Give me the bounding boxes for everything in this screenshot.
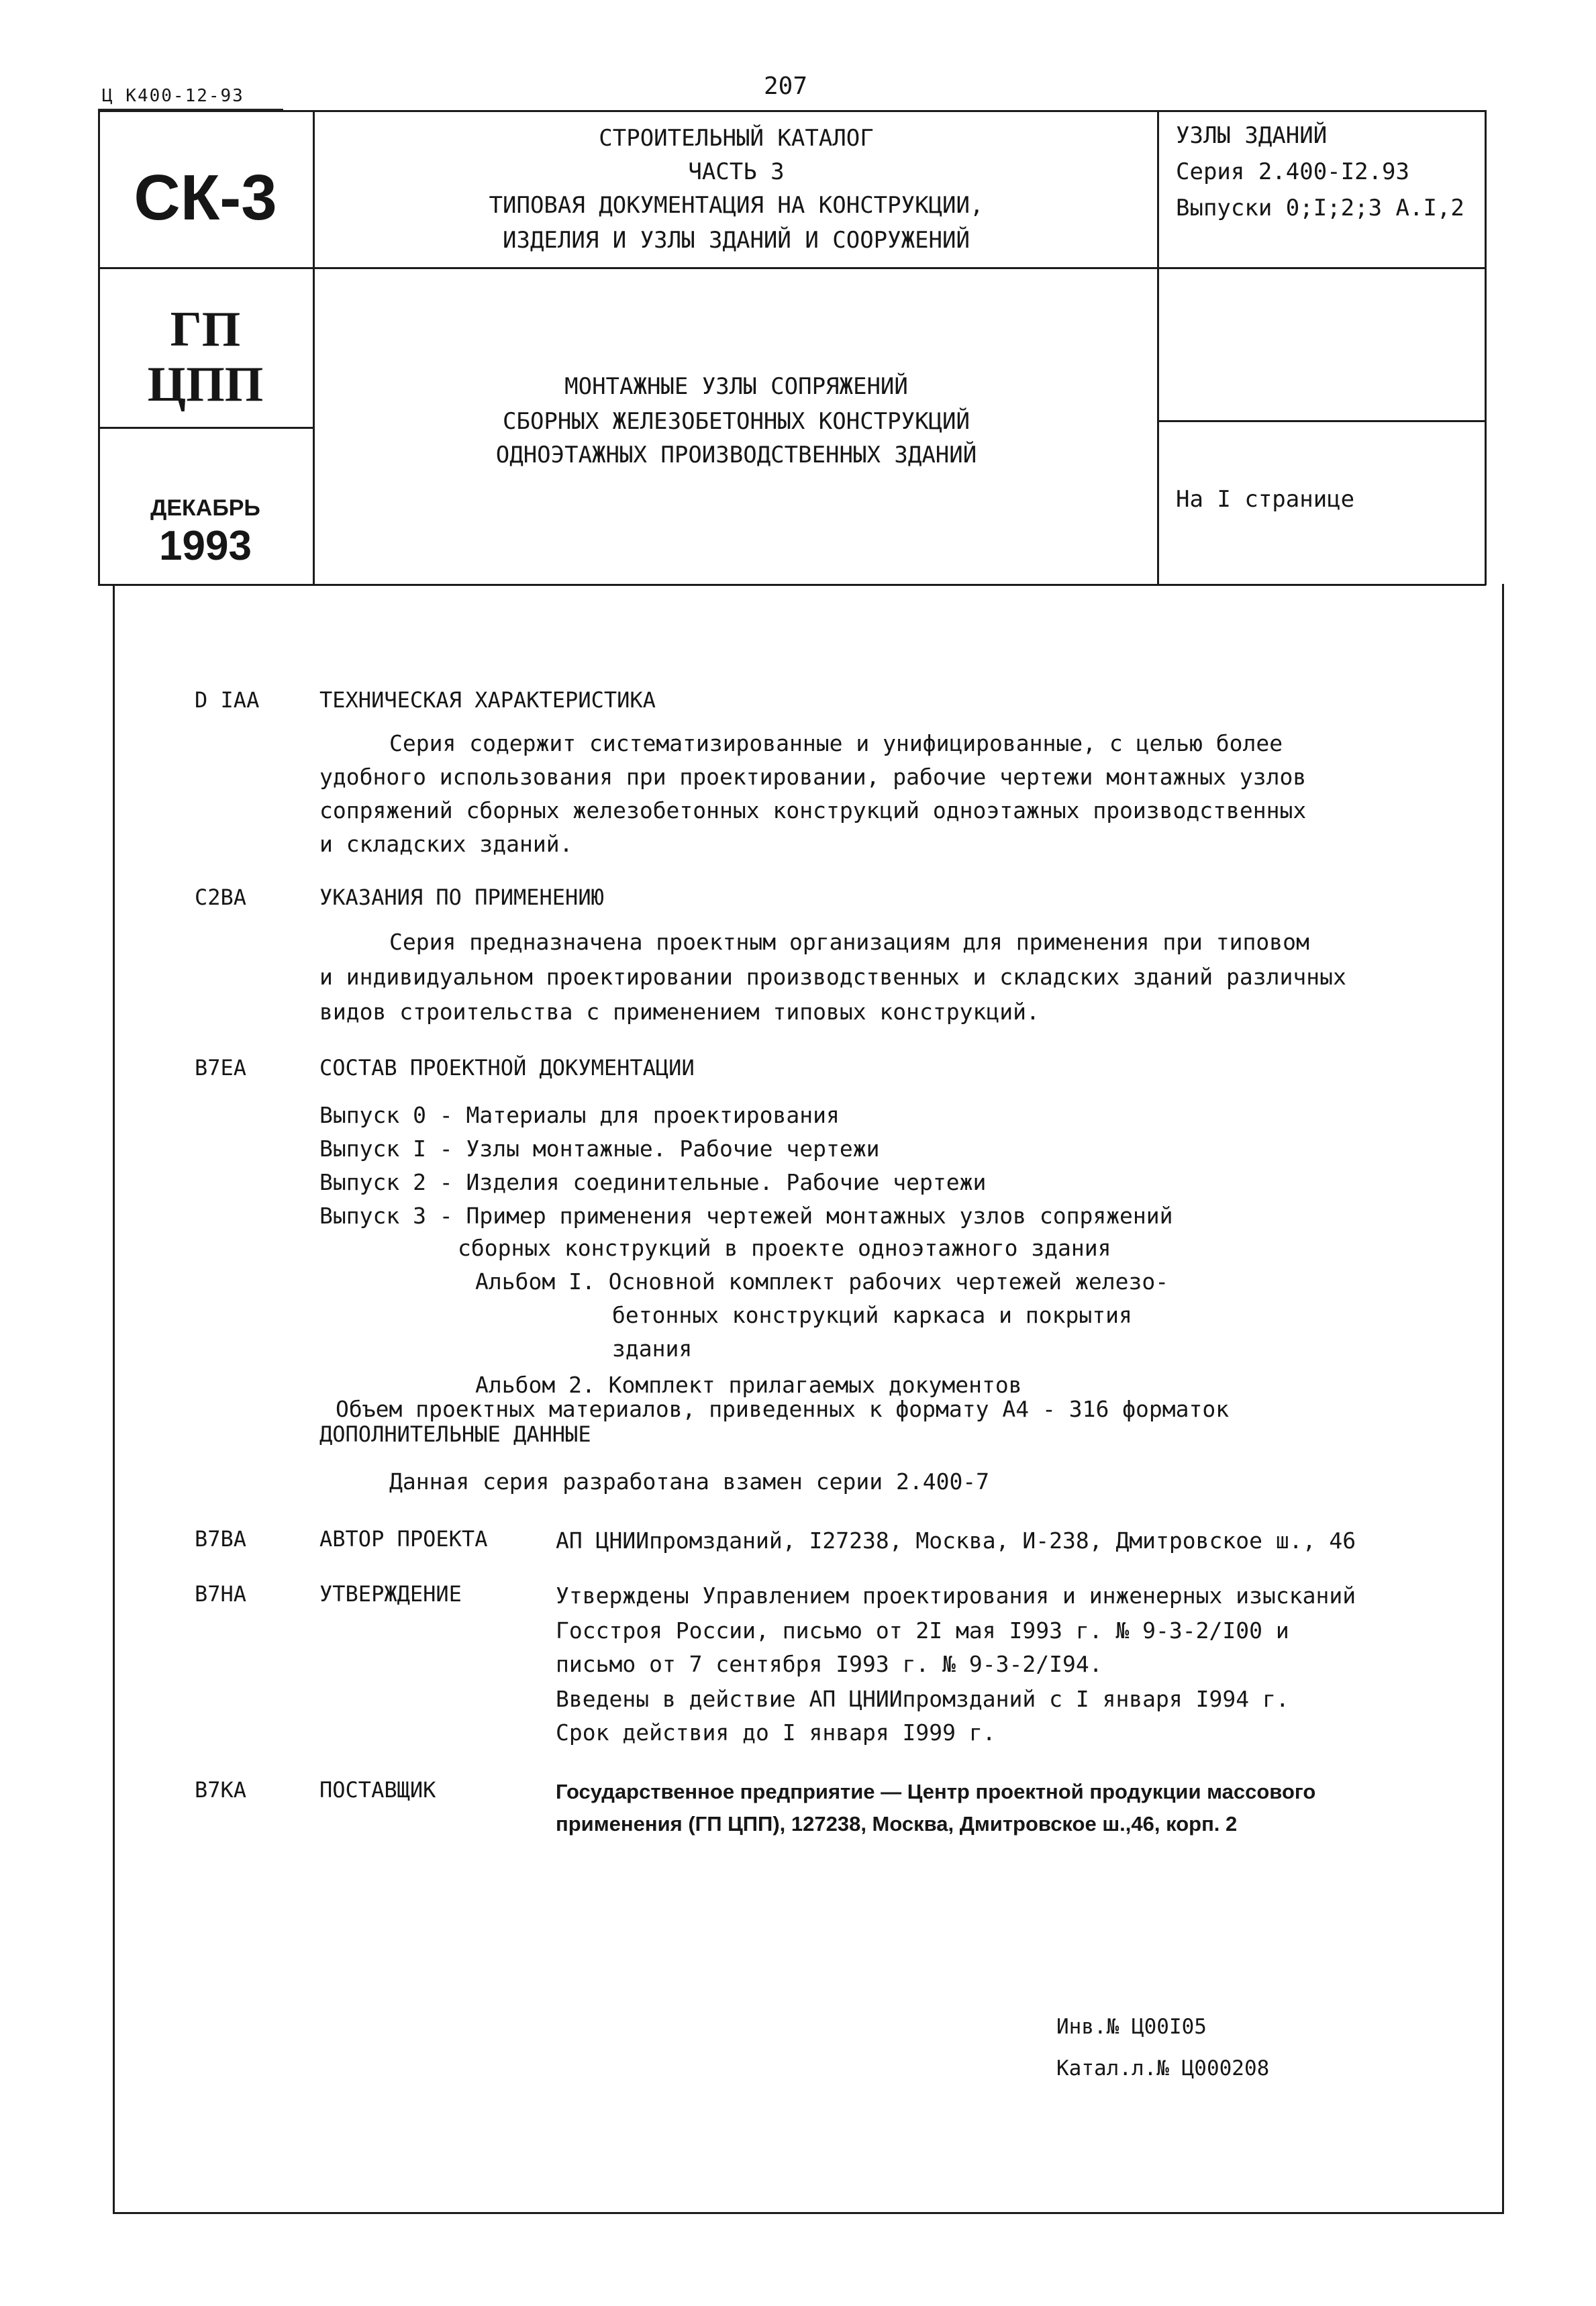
paragraph-line: и индивидуальном проектировании производственных и складских зданий различных: [319, 964, 1346, 990]
catalog-title-line: ЧАСТЬ 3: [688, 158, 785, 185]
section-title: УКАЗАНИЯ ПО ПРИМЕНЕНИЮ: [319, 885, 604, 910]
section-title: АВТОР ПРОЕКТА: [319, 1526, 488, 1552]
album-line: бетонных конструкций каркаса и покрытия: [612, 1302, 1132, 1328]
paragraph-line: Серия предназначена проектным организациям для применения при типовом: [389, 929, 1309, 955]
album-line: Альбом 2. Комплект прилагаемых документов: [475, 1372, 1022, 1398]
document-title-line: СБОРНЫХ ЖЕЛЕЗОБЕТОННЫХ КОНСТРУКЦИЙ: [503, 408, 970, 435]
section-info-line: УЗЛЫ ЗДАНИЙ: [1176, 122, 1328, 149]
issue-year: 1993: [159, 523, 252, 569]
paragraph-line: удобного использования при проектировании, рабочие чертежи монтажных узлов: [319, 764, 1307, 790]
issue-line: Выпуск 0 - Материалы для проектирования: [319, 1102, 840, 1128]
catalog-title-line: СТРОИТЕЛЬНЫЙ КАТАЛОГ: [599, 125, 874, 152]
paragraph-line: видов строительства с применением типовых конструкций.: [319, 999, 1040, 1025]
section-code: D IAA: [195, 687, 260, 713]
card-code: СК-3: [134, 162, 277, 234]
section-info-line: Серия 2.400-I2.93: [1176, 158, 1409, 185]
paragraph-line: Данная серия разработана взамен серии 2.400-7: [389, 1468, 990, 1495]
issue-line: Выпуск 3 - Пример применения чертежей монтажных узлов сопряжений: [319, 1203, 1173, 1229]
catalog-title-line: ТИПОВАЯ ДОКУМЕНТАЦИЯ НА КОНСТРУКЦИИ,: [489, 192, 984, 219]
album-line: здания: [612, 1336, 693, 1362]
section-code: C2BA: [195, 885, 247, 910]
approval-line: Госстроя России, письмо от 2I мая I993 г. № 9-3-2/I00 и: [556, 1617, 1289, 1644]
section-code: B7KA: [195, 1777, 247, 1803]
page-number: 207: [764, 72, 808, 100]
catalog-title-line: ИЗДЕЛИЯ И УЗЛЫ ЗДАНИЙ И СООРУЖЕНИЙ: [503, 227, 970, 254]
catalog-sheet-number: Катал.л.№ Ц000208: [1056, 2056, 1270, 2081]
section-info-line: Выпуски 0;I;2;3 А.I,2: [1176, 195, 1464, 221]
document-title-line: МОНТАЖНЫЕ УЗЛЫ СОПРЯЖЕНИЙ: [564, 373, 908, 400]
section-title: ПОСТАВЩИК: [319, 1777, 436, 1803]
issue-line: сборных конструкций в проекте одноэтажного здания: [458, 1235, 1111, 1261]
inventory-number: Инв.№ Ц00I05: [1056, 2015, 1207, 2039]
supplier-line: Государственное предприятие — Центр проектной продукции массового: [556, 1780, 1316, 1803]
volume-line: Объем проектных материалов, приведенных к формату А4 - 316 форматок: [336, 1396, 1230, 1422]
pages-note: На I странице: [1176, 486, 1355, 513]
paragraph-line: Серия содержит систематизированные и унифицированные, с целью более: [389, 730, 1283, 756]
section-title: СОСТАВ ПРОЕКТНОЙ ДОКУМЕНТАЦИИ: [319, 1055, 695, 1081]
document-code: Ц К400-12-93: [102, 86, 244, 106]
issue-month: ДЕКАБРЬ: [150, 495, 260, 521]
paragraph-line: сопряжений сборных железобетонных конструкций одноэтажных производственных: [319, 797, 1307, 823]
section-code: B7EA: [195, 1055, 247, 1081]
approval-line: письмо от 7 сентября I993 г. № 9-3-2/I94.: [556, 1651, 1103, 1677]
document-title-line: ОДНОЭТАЖНЫХ ПРОИЗВОДСТВЕННЫХ ЗДАНИЙ: [495, 442, 977, 468]
section-title: ТЕХНИЧЕСКАЯ ХАРАКТЕРИСТИКА: [319, 687, 656, 713]
issue-line: Выпуск 2 - Изделия соединительные. Рабочие чертежи: [319, 1169, 987, 1195]
section-title: ДОПОЛНИТЕЛЬНЫЕ ДАННЫЕ: [319, 1421, 591, 1447]
section-title: УТВЕРЖДЕНИЕ: [319, 1581, 462, 1607]
album-line: Альбом I. Основной комплект рабочих чертежей железо-: [475, 1268, 1169, 1295]
author-text: АП ЦНИИпромзданий, I27238, Москва, И-238, Дмитровское ш., 46: [556, 1527, 1356, 1554]
approval-line: Срок действия до I января I999 г.: [556, 1719, 996, 1746]
section-code: B7HA: [195, 1581, 247, 1607]
supplier-line: применения (ГП ЦПП), 127238, Москва, Дмитровское ш.,46, корп. 2: [556, 1812, 1238, 1836]
approval-line: Утверждены Управлением проектирования и инженерных изысканий: [556, 1583, 1356, 1609]
approval-line: Введены в действие АП ЦНИИпромзданий с I января I994 г.: [556, 1686, 1289, 1712]
publisher-line: ГП: [170, 302, 241, 357]
section-code: B7BA: [195, 1526, 247, 1552]
paragraph-line: и складских зданий.: [319, 831, 573, 857]
issue-line: Выпуск I - Узлы монтажные. Рабочие чертежи: [319, 1136, 880, 1162]
publisher-abbrev: [98, 302, 313, 412]
publisher-line: ЦПП: [147, 357, 264, 412]
